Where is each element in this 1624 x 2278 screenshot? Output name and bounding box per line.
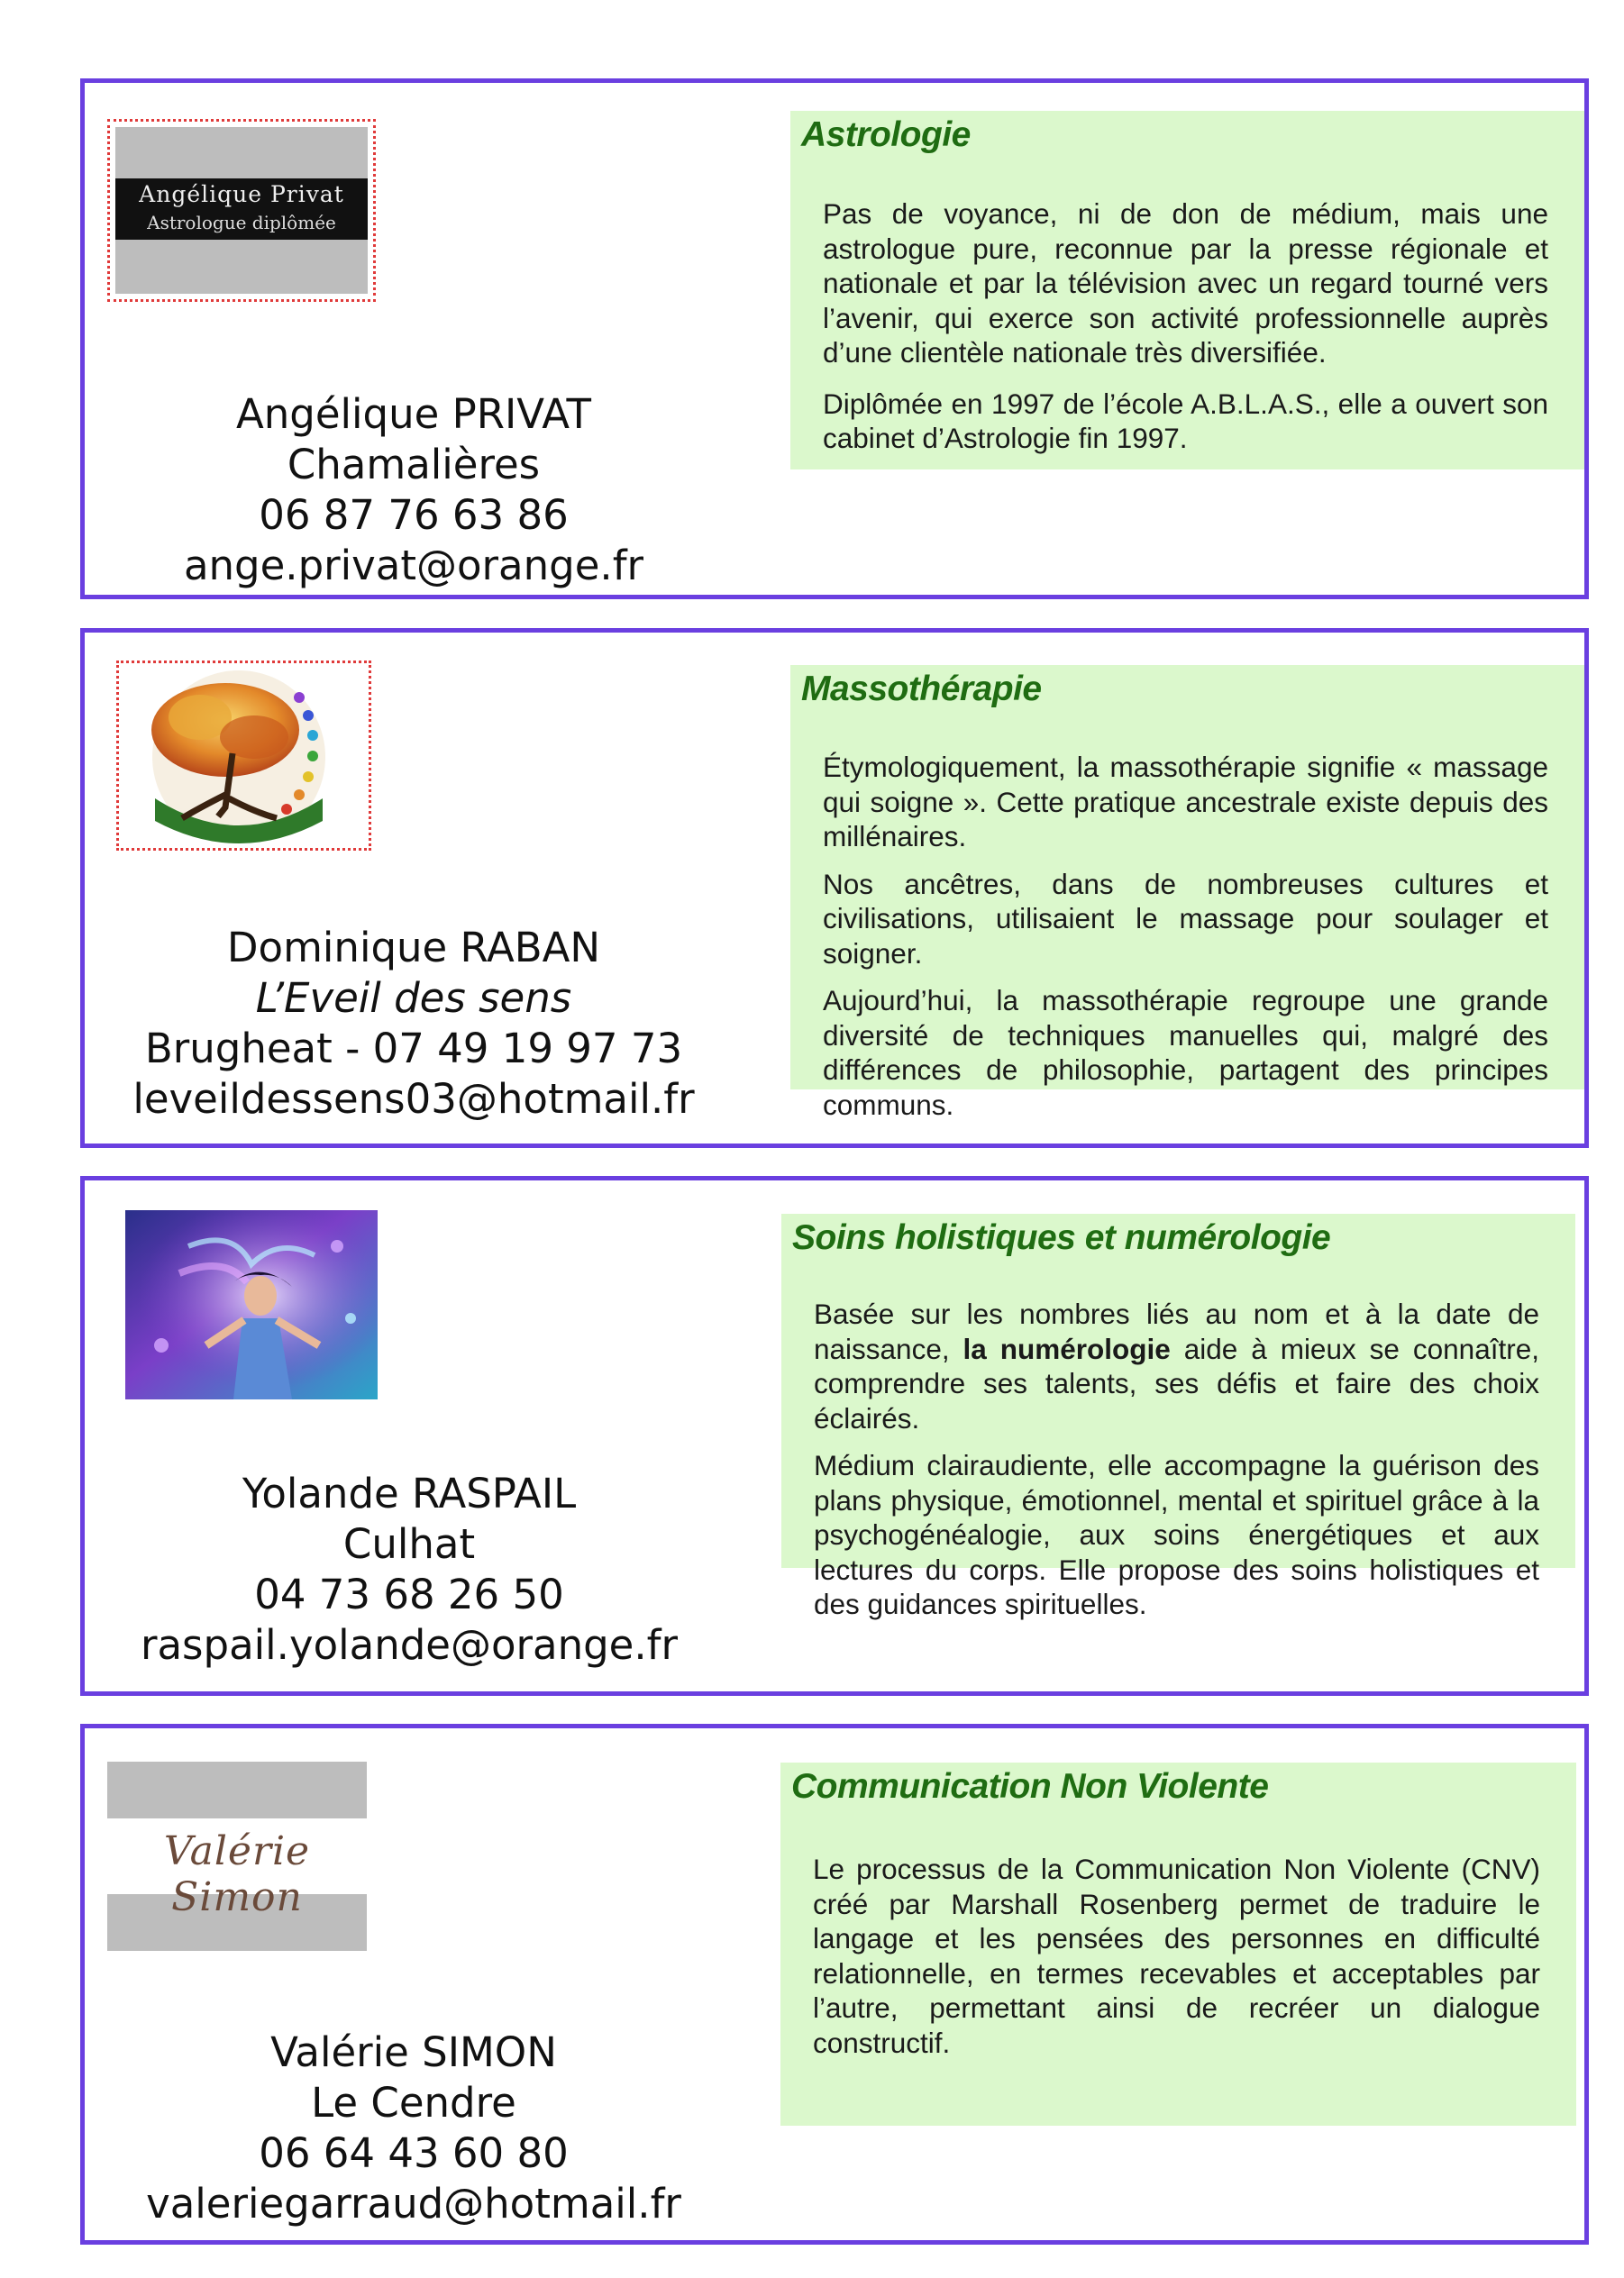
- paragraph: Pas de voyance, ni de don de médium, mais une astrologue pure, reconnue par la presse régionale et nationale et par la télévision avec un regard tourné vers l’avenir, qui exerce son activité professionnelle auprès d’une clientèle nationale très diversifiée.: [823, 197, 1548, 369]
- contact-phone: 06 87 76 63 86: [259, 491, 569, 539]
- contact-phone: 04 73 68 26 50: [254, 1571, 564, 1618]
- contact-city: Chamalières: [287, 441, 541, 488]
- card-massotherapie: [80, 628, 1589, 1148]
- tree-icon: [119, 663, 369, 848]
- description-body: [823, 196, 1548, 469]
- logo-line1: Angélique Privat: [139, 181, 344, 207]
- contact-block: [89, 389, 738, 591]
- business-name: L’Eveil des sens: [255, 974, 572, 1022]
- contact-email: ange.privat@orange.fr: [183, 542, 644, 589]
- contact-name: Yolande RASPAIL: [242, 1470, 577, 1517]
- contact-block: [85, 1469, 734, 1671]
- contact-email: valeriegarraud@hotmail.fr: [146, 2180, 681, 2228]
- description-panel: [790, 665, 1584, 1121]
- logo-angelique-privat: [107, 119, 376, 302]
- photo-image: [125, 1210, 378, 1399]
- card-astrologie: [80, 78, 1589, 599]
- paragraph: Diplômée en 1997 de l’école A.B.L.A.S., elle a ouvert son cabinet d’Astrologie fin 1997.: [823, 387, 1548, 454]
- section-title: Massothérapie: [801, 670, 1042, 708]
- section-title: Soins holistiques et numérologie: [792, 1218, 1331, 1257]
- description-panel: [780, 1763, 1576, 2126]
- description-body: [823, 750, 1548, 1134]
- contact-email: raspail.yolande@orange.fr: [140, 1621, 678, 1669]
- paragraph: Nos ancêtres, dans de nombreuses cultures et civilisations, utilisaient le massage pour soulager et soigner.: [823, 867, 1548, 970]
- section-title: Astrologie: [801, 115, 971, 154]
- description-panel: [781, 1214, 1575, 1620]
- paragraph: [814, 1297, 1539, 1435]
- paragraph: Aujourd’hui, la massothérapie regroupe une grande diversité de techniques manuelles qui, malgré des différences de philosophie, partagent des principes communs.: [823, 984, 1548, 1121]
- description-body: [813, 1852, 1540, 2073]
- logo-signature: Valérie Simon: [163, 1828, 311, 1920]
- paragraph-text: Basée sur les nombres liés au nom et à la date de naissance,: [814, 1298, 1539, 1365]
- contact-city: Culhat: [342, 1520, 476, 1568]
- paragraph: Médium clairaudiente, elle accompagne la guérison des plans physique, émotionnel, mental et spirituel grâce à la psychogénéalogie, aux soins énergétiques et aux lectures du corps. Elle propose des soins holistiques et des guidances spirituelles.: [814, 1449, 1539, 1620]
- description-panel: [790, 111, 1584, 469]
- paragraph-bold: la numérologie: [963, 1332, 1171, 1365]
- paragraph: Le processus de la Communication Non Violente (CNV) créé par Marshall Rosenberg permet de traduire le langage et les pensées des personnes en difficulté relationnelle, en termes recevables et acceptables par l’autre, permettant ainsi de recréer un dialogue constructif.: [813, 1853, 1540, 2059]
- photo-woman: [125, 1210, 378, 1399]
- contact-block: [89, 923, 738, 1125]
- logo-line2: Astrologue diplômée: [147, 212, 336, 233]
- section-title: Communication Non Violente: [791, 1767, 1269, 1806]
- contact-phone: 06 64 43 60 80: [259, 2129, 569, 2177]
- logo-tree-of-life: [116, 661, 371, 851]
- contact-city: Le Cendre: [311, 2079, 516, 2127]
- contact-email: leveildessens03@hotmail.fr: [132, 1075, 695, 1123]
- contact-block: [89, 2027, 738, 2229]
- description-body: [814, 1297, 1539, 1635]
- contact-name: Angélique PRIVAT: [236, 390, 591, 438]
- card-cnv: [80, 1724, 1589, 2245]
- logo-valerie-simon: [107, 1762, 367, 1951]
- card-soins-holistiques: [80, 1176, 1589, 1696]
- contact-name: Valérie SIMON: [270, 2028, 557, 2076]
- paragraph: Étymologiquement, la massothérapie signifie « massage qui soigne ». Cette pratique ancestrale existe depuis des millénaires.: [823, 751, 1548, 852]
- contact-city-phone: Brugheat - 07 49 19 97 73: [144, 1025, 683, 1072]
- paragraph-text: aide à mieux se connaître, comprendre ses talents, ses défis et faire des choix éclairés.: [814, 1332, 1539, 1435]
- contact-name: Dominique RABAN: [226, 924, 601, 971]
